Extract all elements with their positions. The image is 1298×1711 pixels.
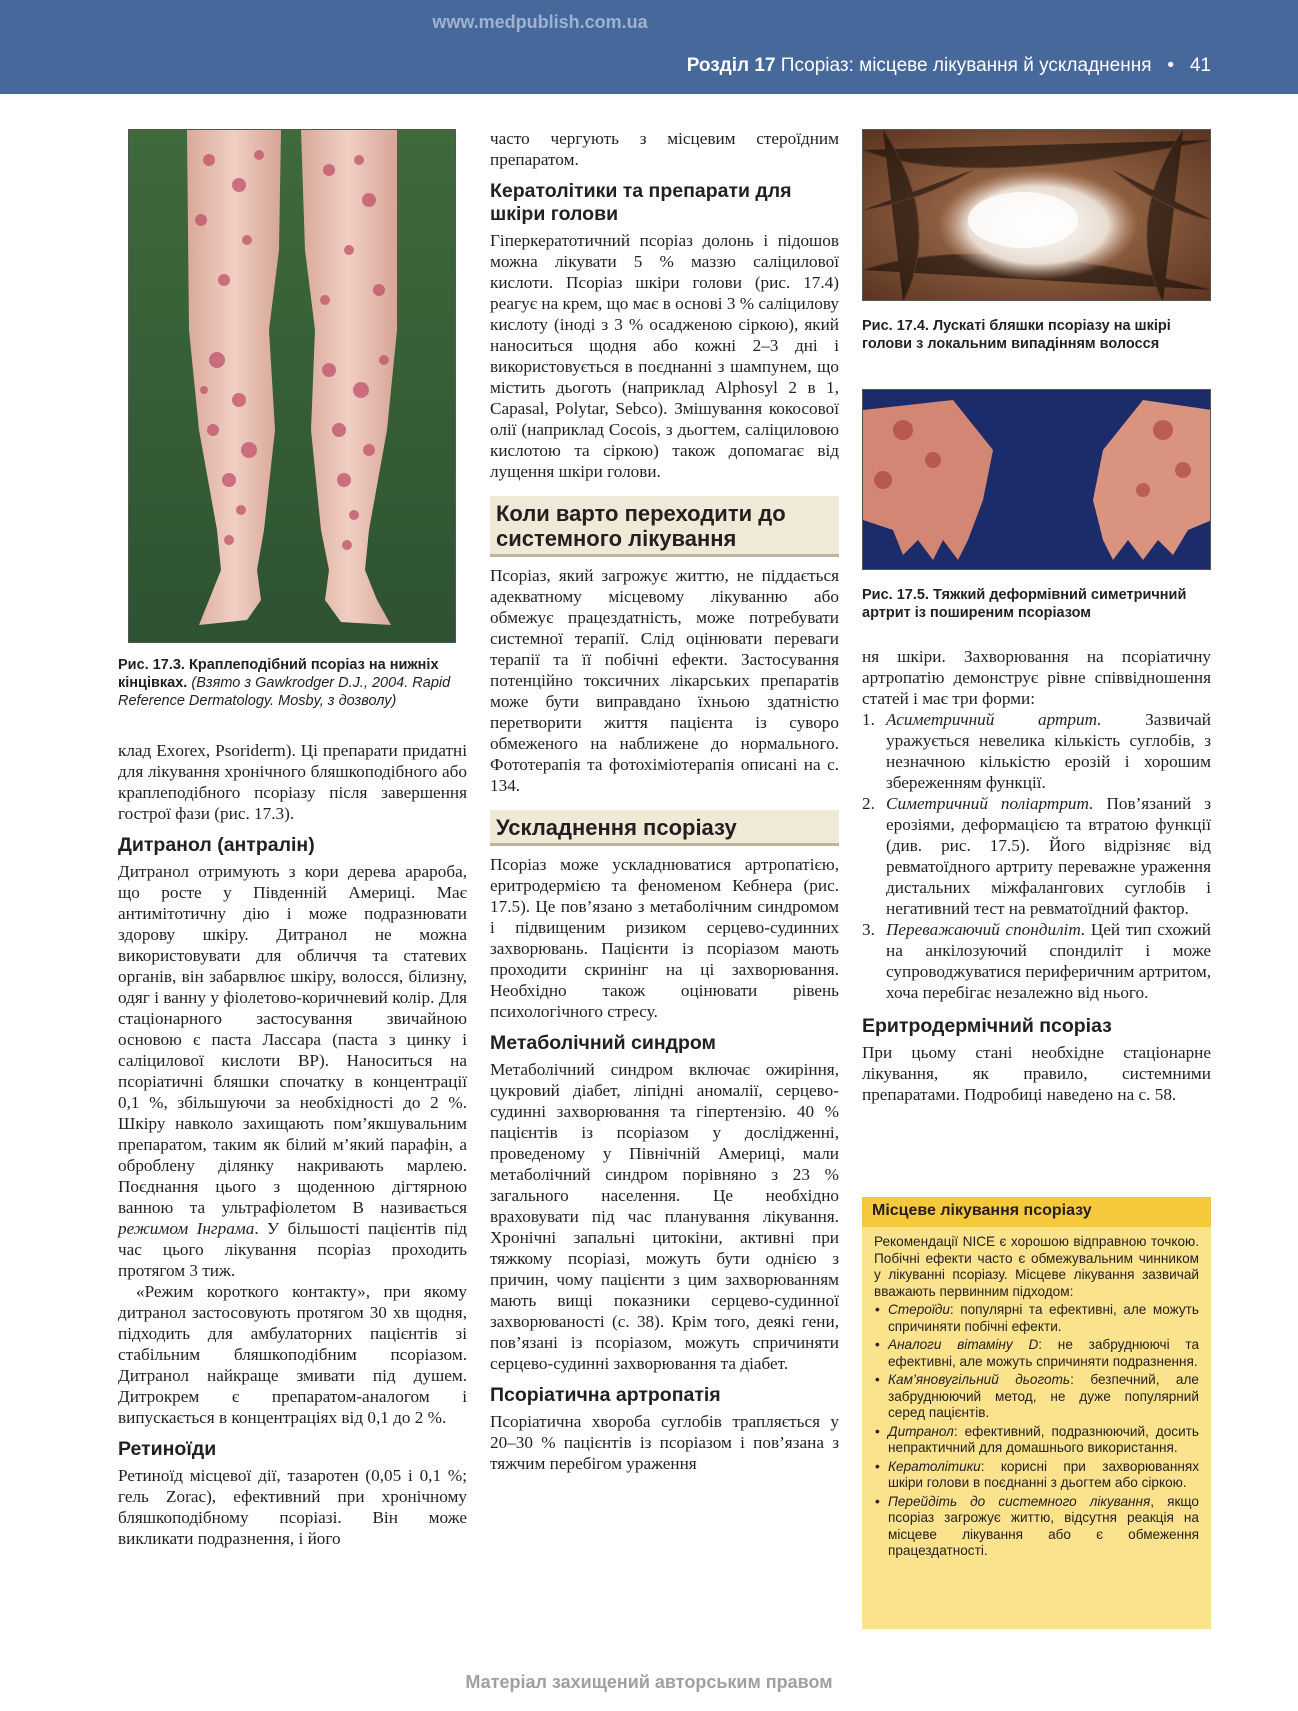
figure-17-5-label: Рис. 17.5. Тяжкий деформівний симетричний артрит із поширеним псоріазом: [862, 587, 1187, 621]
arthropathy-forms-list: [862, 709, 1211, 1003]
site-url[interactable]: www.medpublish.com.ua: [432, 12, 648, 32]
box-item-term: Дитранол: [888, 1423, 954, 1439]
figure-17-5-caption: [862, 586, 1211, 622]
list-item-number: 1.: [862, 710, 875, 729]
list-item-number: 2.: [862, 794, 875, 813]
list-item: [862, 919, 1211, 1003]
list-item: [874, 1372, 1199, 1422]
list-item-text: Цей тип схожий на анкілозуючий спондиліт і може супроводжуватися периферичним артритом, хоча перебігає незалежно від нього.: [886, 920, 1211, 1002]
box-body: [862, 1227, 1211, 1560]
list-item-term: Переважаючий спондиліт.: [886, 920, 1086, 939]
col2-paragraph-continued: часто чергують з місцевим стероїдним препаратом.: [490, 129, 839, 169]
hands-photo-icon: [863, 390, 1211, 570]
col2-paragraph-keratolytics: Гіперкератотичний псоріаз долонь і підошов можна лікувати 5 % маззю саліцилової кислоти. Псоріаз шкіри голови (рис. 17.4) реагує на крем, що має в основі 3 % саліцилову кислоту (іноді з 3 % осадженою сіркою), який наноситься щодня або кожні 2–3 дні і використовується в поєднанні з шампунем, що містить дьоготь (наприклад Alphosyl 2 в 1, Capasal, Polytar, Sebco). Змішування кокосової олії (наприклад Cocois, з дьогтем, саліциловою кислотою та сіркою) також допомагає від лущення шкіри голови.: [490, 231, 839, 481]
copyright-footer: Матеріал захищений авторським правом: [465, 1672, 833, 1692]
column-3: [862, 646, 1211, 1105]
box-item-text: : не забруднюючі та ефективні, але можуть спричиняти подразнення.: [888, 1337, 1200, 1369]
column-1: [118, 740, 467, 1549]
list-item-text: Зазвичай уражується невелика кількість суглобів, з незначною кількістю ерозій і хорошим збереженням функції.: [886, 710, 1211, 792]
list-item-text: Пов’язаний з ерозіями, деформацією та втратою функції (див. рис. 17.5). Його відрізняє від ревматоїдного артриту переважне ураження дистальних міжфалангових суглобів і негативний тест на ревматоїдний фактор.: [886, 794, 1211, 918]
heading-ditranol: Дитранол (антралін): [118, 834, 315, 856]
box-item-term: Перейдіть до системного лікування: [888, 1493, 1151, 1509]
box-item-text: , якщо псоріаз загрожує життю, відсутня реакція на місцеве лікування або є обмеження працездатності.: [888, 1493, 1199, 1558]
ditranol-text-b: . У більшості пацієнтів під час цього лікування псоріаз проходить протягом 3 тиж.: [118, 1219, 467, 1280]
col1-paragraph-short-contact: «Режим короткого контакту», при якому дитранол застосовують протягом 30 хв щодня, підходить для амбулаторних пацієнтів зі стабільним бляшкоподібним псоріазом. Дитранол найкраще змивати під душем. Дитрокрем є препаратом-аналогом і випускається в концентраціях від 0,1 до 2 %.: [118, 1282, 467, 1427]
box-item-text: : ефективний, подразнюючий, досить непрактичний для домашнього використання.: [888, 1423, 1199, 1455]
list-item-number: 3.: [862, 920, 875, 939]
box-title: Місцеве лікування псоріазу: [862, 1197, 1211, 1227]
col2-paragraph-arthropathy: Псоріатична хвороба суглобів трапляється у 20–30 % пацієнтів із псоріазом і пов’язана з тяжчим перебігом ураження: [490, 1412, 839, 1473]
page-header: [0, 0, 1298, 94]
chapter-title: Псоріаз: місцеве лікування й ускладнення: [780, 55, 1152, 76]
heading-erythrodermic-psoriasis: Еритродермічний псоріаз: [862, 1015, 1112, 1037]
figure-17-4-label: Рис. 17.4. Лускаті бляшки псоріазу на шкірі голови з локальним випадінням волосся: [862, 318, 1171, 352]
figure-17-3-label: Рис. 17.3. Краплеподібний псоріаз на нижніх кінцівках.: [118, 657, 439, 691]
box-intro: Рекомендації NICE є хорошою відправною точкою. Побічні ефекти часто є обмежувальним чинником у лікуванні псоріазу. Місцеве лікування зазвичай вважають первинним підходом:: [874, 1234, 1199, 1299]
section-box-systemic: [490, 496, 839, 557]
ditranol-text-a: Дитранол отримують з кори дерева араробa, що росте у Південній Америці. Має антимітотичну дію і може подразнювати здорову шкіру. Дитранол не можна використовувати для обличчя та статевих органів, він забарвлює шкіру, волосся, білизну, одяг і ванну у фіолетово-коричневий колір. Для стаціонарного застосування звичайною основою є паста Лассара (паста з цинку і саліцилової кислоти BP). Наноситься на псоріатичні бляшки спочатку в концентрації 0,1 %, збільшуючи за необхідності до 2 %. Шкіру навколо захищають пом’якшувальним препаратом, таким як білий м’який парафін, а оброблену ділянку накривають марлею. Поєднання цього з щоденною дігтярною ванною та ультрафіолетом B називається: [118, 862, 467, 1217]
box-list: [874, 1302, 1199, 1560]
figure-17-3-source: (Взято з Gawkrodger D.J., 2004. Rapid Reference Dermatology. Mosby, з дозволу): [118, 675, 451, 709]
list-item: [874, 1302, 1199, 1335]
heading-psoriatic-arthropathy: Псоріатична артропатія: [490, 1384, 721, 1406]
figure-hands-photo: [862, 389, 1211, 570]
box-item-term: Кам’яновугільний дьоготь: [888, 1372, 1071, 1387]
list-item: [874, 1337, 1199, 1370]
heading-retinoids: Ретиноїди: [118, 1438, 217, 1460]
list-item: [874, 1494, 1199, 1560]
heading-systemic-treatment: Коли варто переходити до системного лікування: [496, 501, 786, 551]
col2-paragraph-systemic: Псоріаз, який загрожує життю, не піддається адекватному місцевому лікуванню або обмежує працездатність, може потребувати системної терапії. Слід оцінювати переваги терапії та її побічні ефекти. Застосування потенційно токсичних лікарських препаратів може бути виправдано їхньою здатністю перетворити життя пацієнта із суворо обмеженого на наближене до нормального. Фототерапія та фотохіміотерапія описані на с. 134.: [490, 566, 839, 795]
legs-photo-icon: [129, 130, 456, 643]
box-item-term: Стероїди: [888, 1302, 950, 1317]
list-item: [874, 1459, 1199, 1492]
col3-paragraph-continued: ня шкіри. Захворювання на псоріатичну артропатію демонструє рівне співвідношення статей і має три форми:: [862, 647, 1211, 708]
figure-legs-photo: [128, 129, 456, 643]
heading-metabolic-syndrome: Метаболічний синдром: [490, 1032, 716, 1054]
header-bullet: •: [1167, 55, 1175, 76]
col2-paragraph-complications: Псоріаз може ускладнюватися артропатією, еритродермією та феноменом Кебнера (рис. 17.5). Це пов’язано з метаболічним синдромом і підвищеним ризиком серцево-судинних захворювань. Пацієнти із псоріазом мають проходити скринінг на ці захворювання. Необхідно також оцінювати рівень психологічного стресу.: [490, 855, 839, 1021]
figure-17-4-caption: [862, 317, 1211, 353]
scalp-photo-icon: [863, 130, 1211, 301]
running-head: [687, 55, 1211, 77]
box-item-term: Кератолітики: [888, 1458, 981, 1474]
col1-paragraph-continued: клад Exorex, Psoriderm). Ці препарати придатні для лікування хронічного бляшкоподібного або краплеподібного псоріазу після завершення гострої фази (рис. 17.3).: [118, 741, 467, 823]
list-item: [862, 709, 1211, 793]
heading-keratolytics: Кератолітики та препарати для шкіри голови: [490, 180, 792, 225]
list-item-term: Симетричний поліартрит.: [886, 794, 1094, 813]
chapter-label: Розділ 17: [686, 55, 776, 76]
page-number: 41: [1189, 55, 1211, 76]
col3-paragraph-erythroderma: При цьому стані необхідне стаціонарне лікування, як правило, системними препаратами. Подробиці наведено на с. 58.: [862, 1043, 1211, 1104]
box-item-text: : безпечний, але забруднюючий метод, не дуже популярний серед пацієнтів.: [888, 1372, 1199, 1420]
section-box-complications: [490, 810, 839, 846]
topical-treatment-box: [862, 1197, 1211, 1629]
column-2: [490, 128, 839, 1474]
heading-complications: Ускладнення псоріазу: [496, 815, 737, 840]
box-item-text: : корисні при захворюваннях шкіри голови в поєднанні з дьогтем або сіркою.: [888, 1458, 1199, 1490]
list-item: [874, 1424, 1199, 1457]
box-item-term: Аналоги вітаміну D: [888, 1337, 1039, 1352]
ingram-regimen-term: режимом Інграма: [118, 1219, 255, 1238]
col1-paragraph-ditranol: [118, 861, 467, 1281]
list-item-term: Асиметричний артрит.: [886, 710, 1102, 729]
figure-scalp-photo: [862, 129, 1211, 301]
figure-17-3-caption: [118, 656, 467, 710]
list-item: [862, 793, 1211, 919]
col1-paragraph-retinoids: Ретиноїд місцевої дії, тазаротен (0,05 і 0,1 %; гель Zorac), ефективний при хронічному бляшкоподібному псоріазі. Він може викликати подразнення, і його: [118, 1466, 467, 1548]
col2-paragraph-metabolic: Метаболічний синдром включає ожиріння, цукровий діабет, ліпідні аномалії, серцево-судинні захворювання та гіпертензію. 40 % пацієнтів із псоріазом у дослідженні, проведеному у Північній Америці, мали метаболічний синдром порівняно з 23 % загального населення. Це необхідно враховувати під час планування лікування. Хронічні запальні цитокіни, активні при тяжкому псоріазі, можуть бути однією з причин, чому пацієнти з цим захворюванням мають вищі показники серцево-судинної захворюваності (с. 38). Крім того, деякі гени, пов’язані із псоріазом, можуть спричиняти серцево-судинні захворювання та діабет.: [490, 1060, 839, 1373]
box-item-text: : популярні та ефективні, але можуть спричиняти побічні ефекти.: [888, 1302, 1199, 1334]
